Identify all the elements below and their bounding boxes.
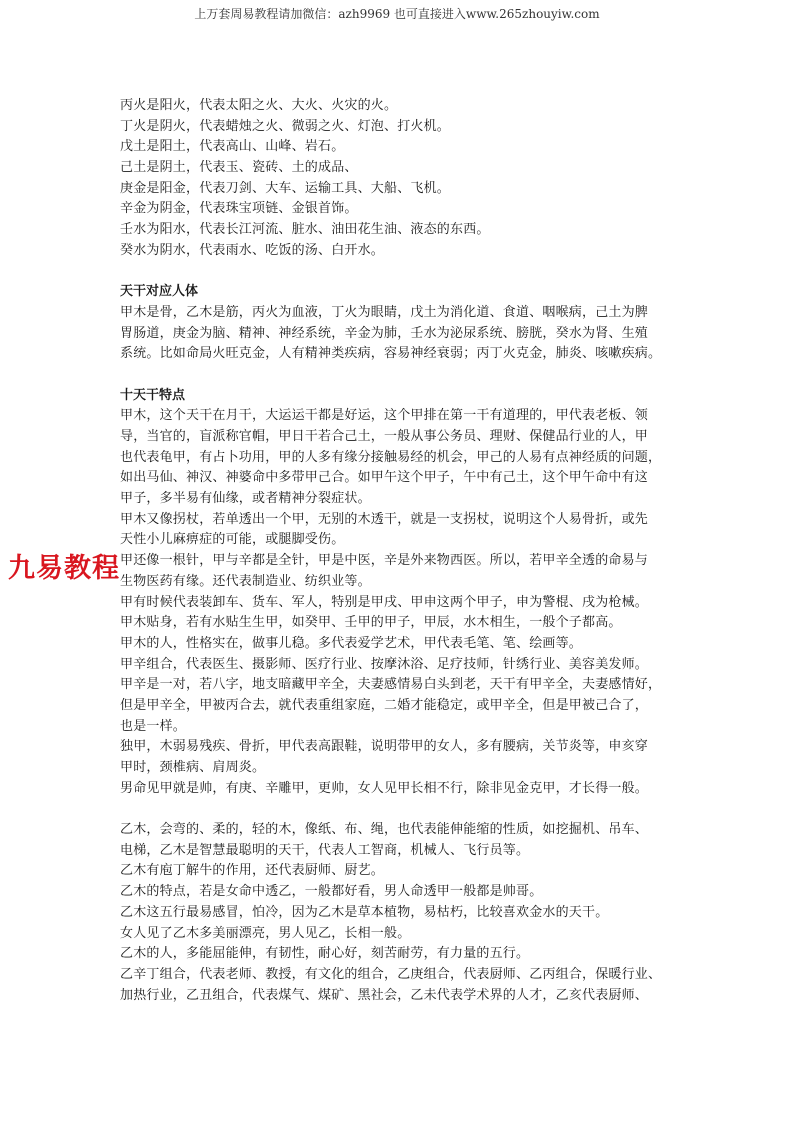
section-heading: 十天干特点 [120, 387, 186, 403]
text-line: 系统。比如命局火旺克金，人有精神类疾病，容易神经衰弱；丙丁火克金，肺炎、咳嗽疾病。 [120, 346, 662, 362]
text-line: 丁火是阴火，代表蜡烛之火、微弱之火、灯泡、打火机。 [120, 118, 451, 134]
text-line: 但是甲辛全，甲被丙合去，就代表重组家庭，二婚才能稳定，或甲辛全，但是甲被己合了， [120, 697, 649, 713]
paragraph-gap [120, 799, 680, 820]
page-header: 上万套周易教程请加微信：azh9969 也可直接进入www.265zhouyiw.com [194, 7, 600, 21]
text-line: 女人见了乙木多美丽漂亮，男人见乙，长相一般。 [120, 925, 411, 941]
text-line: 生物医药有缘。还代表制造业、纺织业等。 [120, 573, 371, 589]
text-line: 辛金为阴金，代表珠宝项链、金银首饰。 [120, 201, 358, 217]
text-line: 甲有时候代表装卸车、货车、军人，特别是甲戌、甲申这两个甲子，申为警棍、戌为枪械。 [120, 594, 649, 610]
text-line: 胃肠道，庚金为脑、精神、神经系统，辛金为肺，壬水为泌尿系统、膀胱，癸水为肾、生殖 [120, 325, 649, 341]
text-line: 甲还像一根针，甲与辛都是全针，甲是中医，辛是外来物西医。所以，若甲辛全透的命易与 [120, 553, 649, 569]
paragraph-gap [120, 262, 680, 283]
text-line: 癸水为阴水，代表雨水、吃饭的汤、白开水。 [120, 242, 385, 258]
watermark-logo: 九易教程 [8, 553, 120, 584]
text-line: 甲辛是一对，若八字，地支暗藏甲辛全，夫妻感情易白头到老，天干有甲辛全，夫妻感情好， [120, 677, 662, 693]
text-line: 庚金是阳金，代表刀剑、大车、运输工具、大船、飞机。 [120, 180, 451, 196]
text-line: 也是一样。 [120, 718, 187, 734]
text-line: 乙木这五行最易感冒，怕冷，因为乙木是草本植物，易枯朽，比较喜欢金水的天干。 [120, 904, 609, 920]
text-line: 乙木的特点，若是女命中透乙，一般都好看，男人命透甲一般都是帅哥。 [120, 884, 543, 900]
text-line: 甲时，颈椎病、肩周炎。 [120, 760, 266, 775]
text-line: 乙木的人，多能屈能伸，有韧性，耐心好，刻苦耐劳，有力量的五行。 [120, 946, 530, 962]
text-line: 男命见甲就是帅，有庚、辛雕甲，更帅，女人见甲长相不行，除非见金克甲，才长得一般。 [120, 780, 649, 796]
text-line: 乙木有庖丁解牛的作用，还代表厨师、厨艺。 [120, 863, 385, 879]
section-heading: 天干对应人体 [120, 284, 199, 300]
text-line: 加热行业，乙丑组合，代表煤气、煤矿、黑社会，乙未代表学术界的人才，乙亥代表厨师、 [120, 987, 649, 1003]
text-line: 甲子，多半易有仙缘，或者精神分裂症状。 [120, 491, 371, 507]
text-line: 丙火是阳火，代表太阳之火、大火、火灾的火。 [120, 98, 398, 113]
text-line: 电梯，乙木是智慧最聪明的天干，代表人工智商，机械人、飞行员等。 [120, 842, 530, 858]
text-line: 己土是阴土，代表玉、瓷砖、土的成品、 [120, 160, 358, 176]
document-body [120, 96, 680, 1006]
text-line: 甲木又像拐杖，若单透出一个甲，无别的木透干，就是一支拐杖，说明这个人易骨折，或先 [120, 511, 649, 527]
text-line: 乙辛丁组合，代表老师、教授，有文化的组合，乙庚组合，代表厨师、乙丙组合，保暖行业、 [120, 966, 662, 982]
text-line: 甲木的人，性格实在，做事儿稳。多代表爱学艺术，甲代表毛笔、笔、绘画等。 [120, 635, 583, 651]
text-line: 甲辛组合，代表医生、摄影师、医疗行业、按摩沐浴、足疗技师，针绣行业、美容美发师。 [120, 656, 649, 672]
text-line: 独甲，木弱易残疾、骨折，甲代表高跟鞋，说明带甲的女人，多有腰病，关节炎等，申亥穿 [120, 739, 649, 755]
text-line: 甲木贴身，若有水贴生生甲，如癸甲、壬甲的甲子，甲辰，水木相生，一般个子都高。 [120, 615, 622, 631]
text-line: 如出马仙、神汉、神婆命中多带甲己合。如甲午这个甲子，午中有己土，这个甲午命中有这 [120, 470, 649, 486]
text-line: 天性小儿麻痹症的可能，或腿脚受伤。 [120, 532, 345, 548]
text-line: 也代表龟甲，有占卜功用，甲的人多有缘分接触易经的机会，甲己的人易有点神经质的问题， [120, 449, 662, 465]
text-line: 甲木，这个天干在月干，大运运干都是好运，这个甲排在第一干有道理的，甲代表老板、领 [120, 408, 649, 424]
text-line: 导，当官的，盲派称官帽，甲日干若合己土，一般从事公务员、理财、保健品行业的人，甲 [120, 429, 649, 444]
text-line: 乙木，会弯的、柔的，轻的木，像纸、布、绳，也代表能伸能缩的性质，如挖掘机、吊车、 [120, 822, 649, 838]
text-line: 甲木是骨，乙木是筋，丙火为血液，丁火为眼睛，戊土为消化道、食道、咽喉病，己土为脾 [120, 304, 649, 320]
text-line: 戊土是阳土，代表高山、山峰、岩石。 [120, 139, 345, 155]
paragraph-gap [120, 365, 680, 386]
text-line: 壬水为阳水，代表长江河流、脏水、油田花生油、液态的东西。 [120, 222, 490, 238]
